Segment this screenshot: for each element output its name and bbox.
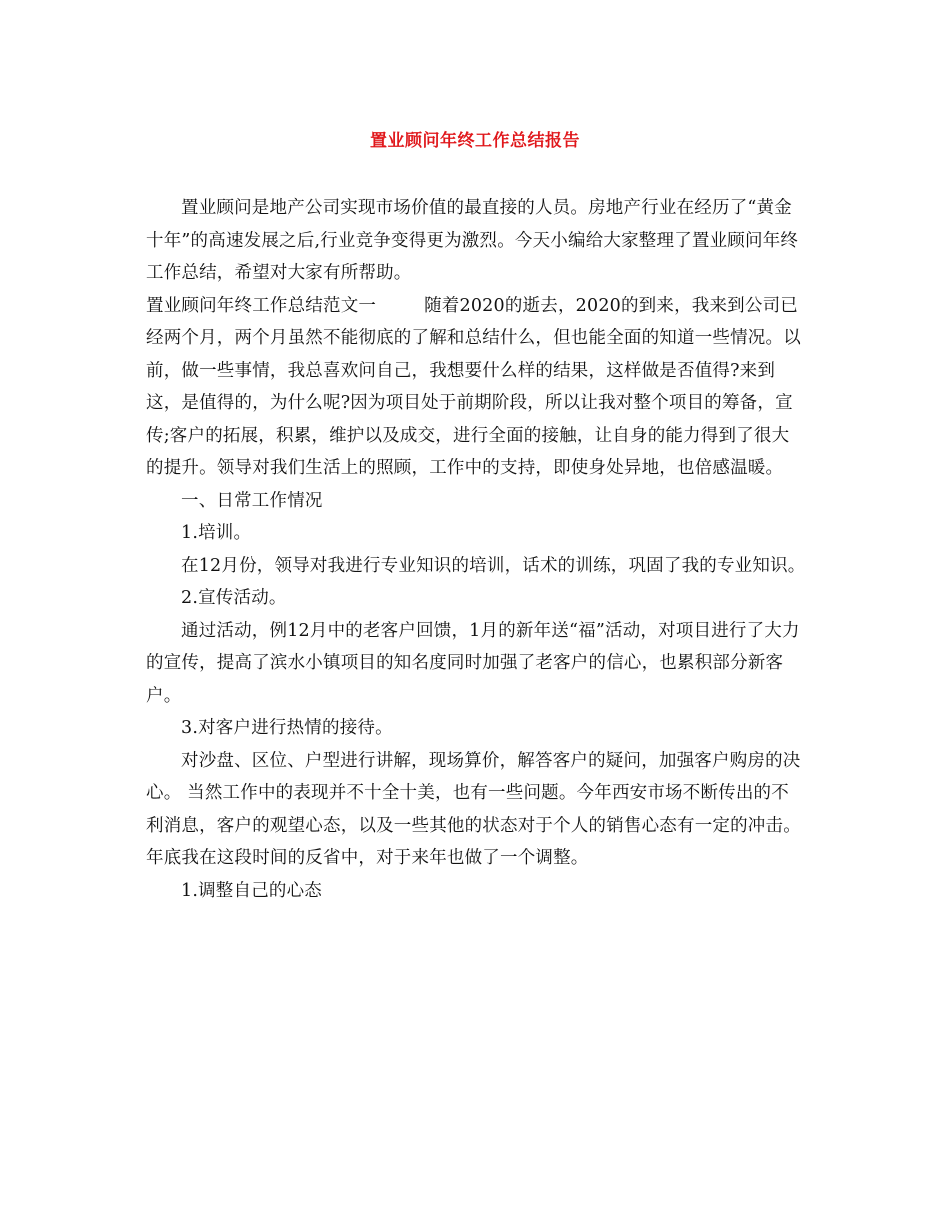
item-heading: 2.宣传活动。	[181, 588, 287, 608]
item-heading: 3.对客户进行热情的接待。	[181, 718, 393, 738]
document-title: 置业顾问年终工作总结报告	[370, 131, 580, 151]
sample-text: 随着2020的逝去，2020的到来，我来到公司已经两个月，两个月虽然不能彻底的了解和总结什么，但也能全面的知道一些情况。以前，做一些事情，我总喜欢问自己，我想要什么样的结果，这样做是否值得?来到这，是值得的，为什么呢?因为项目处于前期阶段，所以让我对整个项目的筹备，宣传;客户的拓展，积累，维护以及成交，进行全面的接触，让自身的能力得到了很大的提升。领导对我们生活上的照顾，工作中的支持，即使身处异地，也倍感温暖。	[146, 295, 801, 478]
document-body	[146, 192, 806, 907]
item-paragraph: 在12月份，领导对我进行专业知识的培训，话术的训练，巩固了我的专业知识。	[181, 555, 806, 576]
sample-heading: 置业顾问年终工作总结范文一	[146, 295, 377, 316]
section-heading: 一、日常工作情况	[181, 490, 323, 511]
item-paragraph: 对沙盘、区位、户型进行讲解，现场算价，解答客户的疑问，加强客户购房的决心。 当然工作中的表现并不十全十美，也有一些问题。今年西安市场不断传出的不利消息，客户的观望心态，以及一些其他的状态对于个人的销售心态有一定的冲击。年底我在这段时间的反省中，对于来年也做了一个调整。	[146, 750, 801, 868]
sample-paragraph	[146, 290, 806, 485]
item-heading: 1.培训。	[181, 523, 252, 543]
item-heading: 1.调整自己的心态	[181, 880, 322, 901]
item-paragraph: 通过活动，例12月中的老客户回馈，1月的新年送“福”活动，对项目进行了大力的宣传，提高了滨水小镇项目的知名度同时加强了老客户的信心，也累积部分新客户。	[146, 620, 800, 706]
intro-paragraph: 置业顾问是地产公司实现市场价值的最直接的人员。房地产行业在经历了“黄金十年”的高速发展之后,行业竞争变得更为激烈。今天小编给大家整理了置业顾问年终工作总结，希望对大家有所帮助。	[146, 198, 799, 283]
